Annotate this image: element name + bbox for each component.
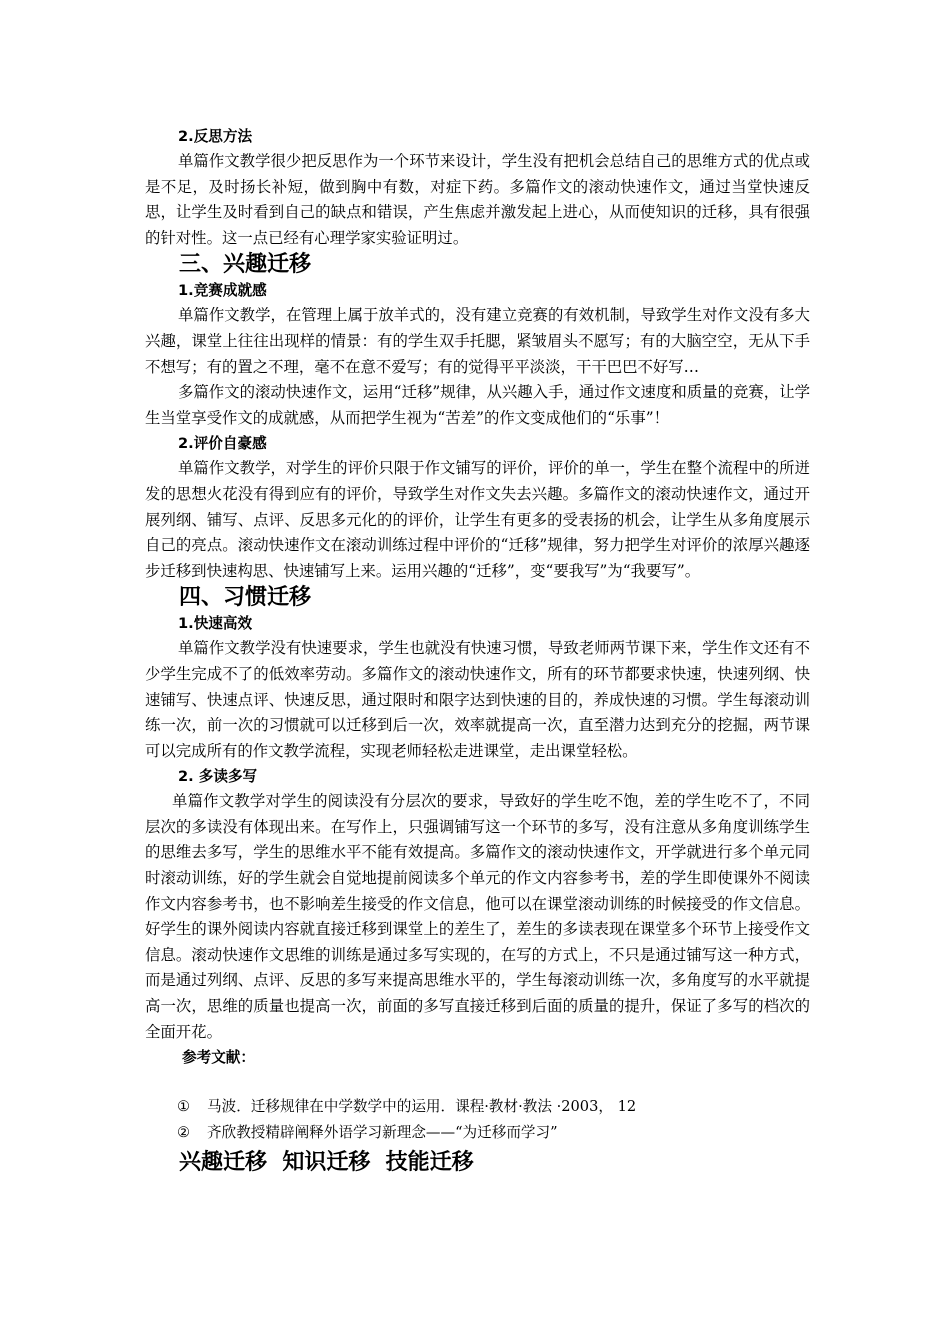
section-title-habit-transfer: 四、习惯迁移 bbox=[179, 585, 312, 611]
reference-item bbox=[145, 1120, 810, 1146]
document-body bbox=[145, 124, 810, 1180]
subheading-competition: 1.竞赛成就感 bbox=[178, 282, 267, 300]
subheading-fast-efficient: 1.快速高效 bbox=[178, 615, 253, 633]
subheading-evaluation: 2.评价自豪感 bbox=[178, 435, 267, 453]
reference-number: ① bbox=[177, 1098, 191, 1116]
paragraph: 多篇作文的滚动快速作文，运用“迁移”规律，从兴趣入手，通过作文速度和质量的竞赛，让学生当堂享受作文的成就感，从而把学生视为“苦差”的作文变成他们的“乐事”！ bbox=[145, 383, 810, 427]
subheading-reflection-method: 2.反思方法 bbox=[178, 128, 253, 145]
reference-text: 马波．迁移规律在中学数学中的运用．课程·教材·教法 ·2003， 12 bbox=[207, 1098, 637, 1116]
paragraph: 单篇作文教学很少把反思作为一个环节来设计，学生没有把机会总结自己的思维方式的优点或是不足，及时扬长补短，做到胸中有数，对症下药。多篇作文的滚动快速作文，通过当堂快速反思，让学生及时看到自己的缺点和错误，产生焦虑并激发起上进心，从而使知识的迁移，具有很强的针对性。这一点已经有心理学家实验证明过。 bbox=[145, 152, 810, 247]
keywords-footer: 兴趣迁移 知识迁移 技能迁移 bbox=[179, 1150, 474, 1176]
paragraph: 单篇作文教学没有快速要求，学生也就没有快速习惯，导致老师两节课下来，学生作文还有不少学生完成不了的低效率劳动。多篇作文的滚动快速作文，所有的环节都要求快速，快速列纲、快速铺写、快速点评、快速反思，通过限时和限字达到快速的目的，养成快速的习惯。学生每滚动训练一次，前一次的习惯就可以迁移到后一次，效率就提高一次，直至潜力达到充分的挖掘，两节课可以完成所有的作文教学流程，实现老师轻松走进课堂，走出课堂轻松。 bbox=[145, 639, 810, 760]
reference-item bbox=[145, 1094, 810, 1120]
section-title-interest-transfer: 三、兴趣迁移 bbox=[179, 252, 312, 278]
paragraph: 单篇作文教学，在管理上属于放羊式的，没有建立竞赛的有效机制，导致学生对作文没有多大兴趣，课堂上往往出现样的情景：有的学生双手托腮，紧皱眉头不愿写；有的大脑空空，无从下手不想写；有的置之不理，毫不在意不爱写；有的觉得平平淡淡，干干巴巴不好写… bbox=[145, 306, 810, 376]
paragraph: 单篇作文教学，对学生的评价只限于作文铺写的评价，评价的单一，学生在整个流程中的所迸发的思想火花没有得到应有的评价，导致学生对作文失去兴趣。多篇作文的滚动快速作文，通过开展列纲、铺写、点评、反思多元化的的评价，让学生有更多的受表扬的机会，让学生从多角度展示自己的亮点。滚动快速作文在滚动训练过程中评价的“迁移”规律，努力把学生对评价的浓厚兴趣逐步迁移到快速构思、快速铺写上来。运用兴趣的“迁移”，变“要我写”为“我要写”。 bbox=[145, 459, 810, 580]
reference-number: ② bbox=[177, 1124, 191, 1142]
reference-text: 齐欣教授精辟阐释外语学习新理念——“为迁移而学习” bbox=[207, 1124, 558, 1142]
subheading-read-write-more: 2. 多读多写 bbox=[178, 768, 258, 786]
references-title: 参考文献： bbox=[182, 1049, 255, 1067]
paragraph: 单篇作文教学对学生的阅读没有分层次的要求，导致好的学生吃不饱，差的学生吃不了，不同层次的多读没有体现出来。在写作上，只强调铺写这一个环节的多写，没有注意从多角度训练学生的思维去多写，学生的思维水平不能有效提高。多篇作文的滚动快速作文，开学就进行多个单元同时滚动训练，好的学生就会自觉地提前阅读多个单元的作文内容参考书，差的学生即使课外不阅读作文内容参考书，也不影响差生接受的作文信息，他可以在课堂滚动训练的时候接受的作文信息。好学生的课外阅读内容就直接迁移到课堂上的差生了，差生的多读表现在课堂多个环节上接受作文信息。滚动快速作文思维的训练是通过多写实现的，在写的方式上，不只是通过铺写这一种方式，而是通过列纲、点评、反思的多写来提高思维水平的，学生每滚动训练一次，多角度写的水平就提高一次，思维的质量也提高一次，前面的多写直接迁移到后面的质量的提升，保证了多写的档次的全面开花。 bbox=[145, 792, 810, 1041]
